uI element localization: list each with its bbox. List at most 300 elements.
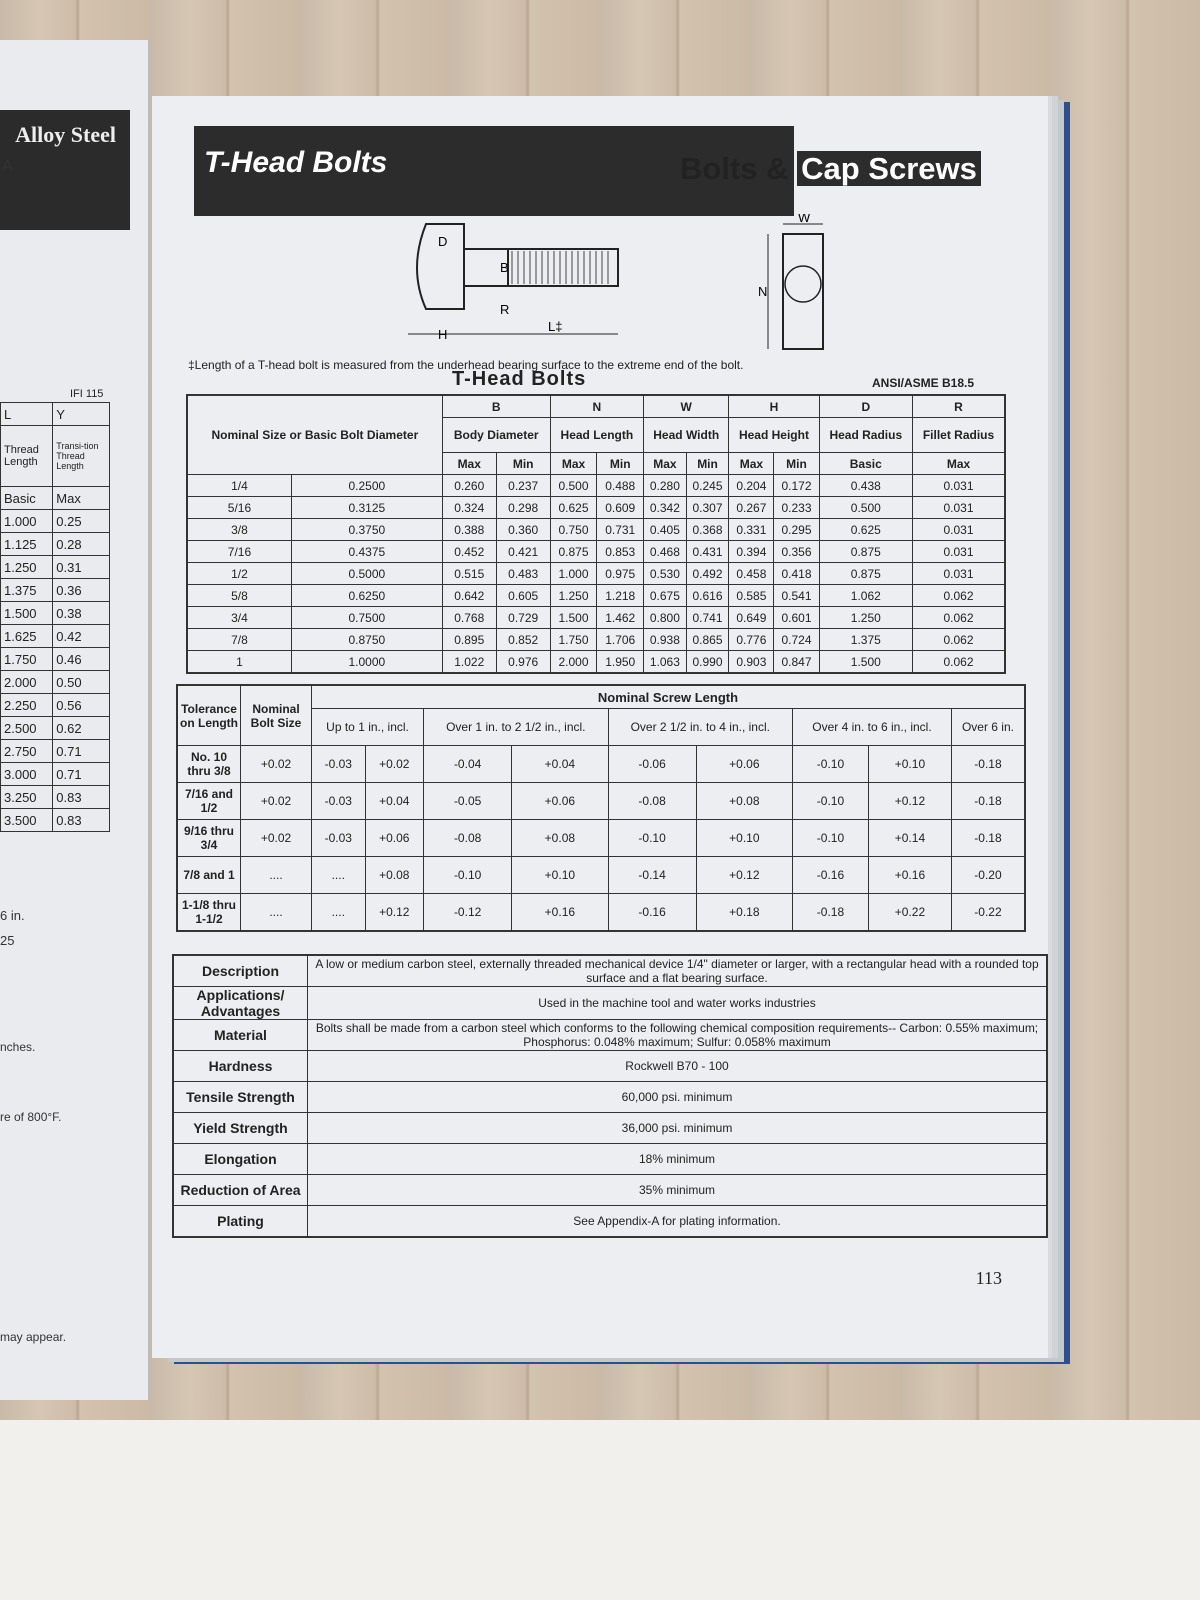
tolerance-cell: +0.12 <box>365 894 424 932</box>
table-cell: 0.031 <box>913 497 1006 519</box>
table-title: T-Head Bolts <box>452 368 587 390</box>
left-extra-1: 6 in. <box>0 908 25 923</box>
tolerance-cell: .... <box>312 857 366 894</box>
diagram-label-w: W <box>798 214 811 225</box>
table-cell: 0.7500 <box>291 607 442 629</box>
table-cell: 0.452 <box>442 541 496 563</box>
property-label: Tensile Strength <box>173 1082 308 1113</box>
tolerance-cell: .... <box>241 894 312 932</box>
left-table-cell: 0.56 <box>53 694 110 717</box>
tolerance-cell: +0.16 <box>868 857 951 894</box>
nominal-fraction-cell: 5/8 <box>187 585 291 607</box>
property-label: Description <box>173 955 308 987</box>
letter-r: R <box>913 395 1006 418</box>
nominal-fraction-cell: 1 <box>187 651 291 674</box>
tolerance-rows <box>177 746 1025 932</box>
category-title-b: Cap Screws <box>797 151 981 186</box>
tolerance-cell: -0.06 <box>608 746 696 783</box>
property-value: Used in the machine tool and water works industries <box>308 987 1048 1020</box>
property-label: Material <box>173 1020 308 1051</box>
table-cell: 0.324 <box>442 497 496 519</box>
subheader-cell: Min <box>774 453 819 475</box>
left-table-cell: 0.38 <box>53 602 110 625</box>
tolerance-cell: -0.08 <box>608 783 696 820</box>
letter-n: N <box>550 395 643 418</box>
table-cell: 0.280 <box>644 475 687 497</box>
table-cell: 0.488 <box>597 475 644 497</box>
table-cell: 1.000 <box>550 563 597 585</box>
property-label: Plating <box>173 1206 308 1238</box>
left-table-cell: 3.000 <box>1 763 53 786</box>
tolerance-row <box>177 857 1025 894</box>
property-row <box>173 1020 1047 1051</box>
table-cell: 0.515 <box>442 563 496 585</box>
property-row <box>173 1082 1047 1113</box>
tolerance-cell: +0.04 <box>512 746 608 783</box>
tolerance-cell: +0.02 <box>241 746 312 783</box>
left-table-rows <box>1 510 110 832</box>
left-col-l: L <box>1 403 53 426</box>
table-cell: 1.375 <box>819 629 912 651</box>
left-page-table <box>0 402 110 832</box>
left-extra-2: 25 <box>0 933 15 948</box>
table-cell: 0.975 <box>597 563 644 585</box>
table-cell: 1.0000 <box>291 651 442 674</box>
tolerance-cell: +0.02 <box>365 746 424 783</box>
bolt-size-header: Nominal Bolt Size <box>241 685 312 746</box>
category-title <box>680 151 981 187</box>
table-cell: 0.768 <box>442 607 496 629</box>
left-table-row <box>1 602 110 625</box>
table-cell: 2.000 <box>550 651 597 674</box>
tolerance-cell: -0.18 <box>951 746 1025 783</box>
table-cell: 0.360 <box>496 519 550 541</box>
subheader-cell: Max <box>913 453 1006 475</box>
subheader-cell: Min <box>686 453 729 475</box>
length-range-header: Over 6 in. <box>951 709 1025 746</box>
table-cell: 0.031 <box>913 541 1006 563</box>
left-table-cell: 1.375 <box>1 579 53 602</box>
left-table-cell: 0.62 <box>53 717 110 740</box>
table-cell: 0.729 <box>496 607 550 629</box>
table-cell: 1.218 <box>597 585 644 607</box>
table-cell: 1.500 <box>550 607 597 629</box>
left-row-basic: Basic <box>1 487 53 510</box>
section-title: T-Head Bolts <box>204 146 388 179</box>
tolerance-cell: -0.18 <box>951 820 1025 857</box>
table-row <box>187 497 1005 519</box>
property-value: See Appendix-A for plating information. <box>308 1206 1048 1238</box>
tolerance-row <box>177 783 1025 820</box>
left-col-y: Y <box>53 403 110 426</box>
table-cell: 0.875 <box>819 541 912 563</box>
table-cell: 0.731 <box>597 519 644 541</box>
subheader-cell: Min <box>597 453 644 475</box>
table-cell: 0.062 <box>913 651 1006 674</box>
left-table-cell: 0.31 <box>53 556 110 579</box>
table-cell: 1.062 <box>819 585 912 607</box>
property-row <box>173 1144 1047 1175</box>
tolerance-cell: -0.20 <box>951 857 1025 894</box>
table-cell: 0.2500 <box>291 475 442 497</box>
left-row-max: Max <box>53 487 110 510</box>
left-table-row <box>1 763 110 786</box>
left-table-row <box>1 717 110 740</box>
table-cell: 1.063 <box>644 651 687 674</box>
dimensions-rows <box>187 475 1005 674</box>
table-cell: 0.233 <box>774 497 819 519</box>
left-note-3: may appear. <box>0 1330 67 1344</box>
table-standard: ANSI/ASME B18.5 <box>872 376 975 390</box>
table-row <box>187 629 1005 651</box>
property-label: Hardness <box>173 1051 308 1082</box>
table-cell: 0.062 <box>913 585 1006 607</box>
left-table-cell: 2.750 <box>1 740 53 763</box>
nominal-fraction-cell: 1/4 <box>187 475 291 497</box>
tolerance-cell: -0.10 <box>793 820 869 857</box>
left-table-row <box>1 533 110 556</box>
tolerance-cell: +0.14 <box>868 820 951 857</box>
letter-h: H <box>729 395 819 418</box>
table-cell: 0.245 <box>686 475 729 497</box>
table-cell: 0.601 <box>774 607 819 629</box>
nominal-fraction-cell: 7/16 <box>187 541 291 563</box>
table-cell: 0.585 <box>729 585 774 607</box>
table-cell: 0.388 <box>442 519 496 541</box>
table-cell: 0.800 <box>644 607 687 629</box>
category-title-a: Bolts & <box>680 151 789 186</box>
left-table-row <box>1 579 110 602</box>
table-cell: 0.368 <box>686 519 729 541</box>
bolt-size-cell: No. 10 thru 3/8 <box>177 746 241 783</box>
table-cell: 0.8750 <box>291 629 442 651</box>
left-table-cell: 0.50 <box>53 671 110 694</box>
left-table-row <box>1 809 110 832</box>
diagram-label-n: N <box>758 284 768 299</box>
property-row <box>173 1206 1047 1238</box>
left-table-cell: 0.71 <box>53 740 110 763</box>
left-table-cell: 2.250 <box>1 694 53 717</box>
length-range-header: Up to 1 in., incl. <box>312 709 424 746</box>
left-table-cell: 1.250 <box>1 556 53 579</box>
tolerance-cell: -0.16 <box>608 894 696 932</box>
nominal-fraction-cell: 1/2 <box>187 563 291 585</box>
diagram-label-l: L‡ <box>548 319 563 334</box>
tolerance-row <box>177 820 1025 857</box>
tolerance-cell: -0.10 <box>424 857 512 894</box>
table-cell: 0.3750 <box>291 519 442 541</box>
bolt-size-cell: 9/16 thru 3/4 <box>177 820 241 857</box>
left-table-cell: 2.500 <box>1 717 53 740</box>
table-cell: 0.642 <box>442 585 496 607</box>
diagram-label-d: D <box>438 234 448 249</box>
table-cell: 0.307 <box>686 497 729 519</box>
left-table-row <box>1 671 110 694</box>
table-cell: 0.483 <box>496 563 550 585</box>
subheader-cell: Min <box>496 453 550 475</box>
page-number: 113 <box>975 1268 1002 1288</box>
tolerance-cell: +0.16 <box>512 894 608 932</box>
table-cell: 0.675 <box>644 585 687 607</box>
table-cell: 0.903 <box>729 651 774 674</box>
subheader-cell: Basic <box>819 453 912 475</box>
left-col-transition: Transi-tion Thread Length <box>53 426 110 487</box>
table-cell: 0.541 <box>774 585 819 607</box>
left-table-row <box>1 694 110 717</box>
group-head-height: Head Height <box>729 418 819 453</box>
tolerance-cell: +0.06 <box>696 746 792 783</box>
tolerance-cell: +0.12 <box>868 783 951 820</box>
letter-b: B <box>442 395 550 418</box>
group-head-radius: Head Radius <box>819 418 912 453</box>
left-table-cell: 1.000 <box>1 510 53 533</box>
property-label: Yield Strength <box>173 1113 308 1144</box>
table-cell: 0.852 <box>496 629 550 651</box>
tolerance-cell: -0.22 <box>951 894 1025 932</box>
left-page-label-a: A <box>2 158 13 175</box>
table-cell: 0.990 <box>686 651 729 674</box>
property-value: Bolts shall be made from a carbon steel which conforms to the following chemical composition requirements-- Carbon: 0.55% maximum; Phosphorus: 0.048% maximum; Sulfur: 0.058% maximum <box>308 1020 1048 1051</box>
tolerance-cell: +0.02 <box>241 820 312 857</box>
subheader-cell: Max <box>442 453 496 475</box>
properties-table <box>172 954 1048 1238</box>
tolerance-cell: +0.22 <box>868 894 951 932</box>
tolerance-cell: -0.12 <box>424 894 512 932</box>
letter-d: D <box>819 395 912 418</box>
left-table-row <box>1 740 110 763</box>
table-cell: 0.865 <box>686 629 729 651</box>
tolerance-cell: +0.08 <box>512 820 608 857</box>
left-table-cell: 1.750 <box>1 648 53 671</box>
table-cell: 0.3125 <box>291 497 442 519</box>
tolerance-cell: -0.10 <box>793 783 869 820</box>
tolerance-cell: -0.16 <box>793 857 869 894</box>
tolerance-cell: -0.14 <box>608 857 696 894</box>
property-label: Elongation <box>173 1144 308 1175</box>
left-note-2: re of 800°F. <box>0 1110 62 1124</box>
group-body-diameter: Body Diameter <box>442 418 550 453</box>
group-head-length: Head Length <box>550 418 643 453</box>
left-table-tag: IFI 115 <box>70 388 104 400</box>
property-value: 60,000 psi. minimum <box>308 1082 1048 1113</box>
table-cell: 0.500 <box>819 497 912 519</box>
letter-w: W <box>644 395 729 418</box>
left-table-row <box>1 510 110 533</box>
table-cell: 0.605 <box>496 585 550 607</box>
property-row <box>173 1113 1047 1144</box>
table-cell: 1.950 <box>597 651 644 674</box>
table-cell: 0.530 <box>644 563 687 585</box>
table-cell: 0.875 <box>550 541 597 563</box>
left-page <box>0 40 150 1400</box>
table-cell: 0.724 <box>774 629 819 651</box>
left-table-cell: 0.83 <box>53 809 110 832</box>
left-table-cell: 0.25 <box>53 510 110 533</box>
table-cell: 0.938 <box>644 629 687 651</box>
tolerance-cell: -0.04 <box>424 746 512 783</box>
left-table-cell: 0.83 <box>53 786 110 809</box>
table-row <box>187 519 1005 541</box>
table-cell: 0.609 <box>597 497 644 519</box>
property-value: 18% minimum <box>308 1144 1048 1175</box>
table-cell: 0.342 <box>644 497 687 519</box>
table-cell: 0.431 <box>686 541 729 563</box>
tolerance-cell: -0.05 <box>424 783 512 820</box>
floor-background <box>0 1420 1200 1600</box>
footnote: ‡Length of a T-head bolt is measured from the underhead bearing surface to the extreme end of the bolt. <box>188 358 744 372</box>
left-table-cell: 1.625 <box>1 625 53 648</box>
table-cell: 0.204 <box>729 475 774 497</box>
table-row <box>187 563 1005 585</box>
table-cell: 0.776 <box>729 629 774 651</box>
table-cell: 0.394 <box>729 541 774 563</box>
left-table-cell: 3.500 <box>1 809 53 832</box>
left-page-header-text: Alloy Steel <box>15 122 116 147</box>
table-row <box>187 607 1005 629</box>
table-cell: 0.5000 <box>291 563 442 585</box>
table-cell: 0.468 <box>644 541 687 563</box>
nominal-fraction-cell: 3/4 <box>187 607 291 629</box>
nominal-fraction-cell: 3/8 <box>187 519 291 541</box>
table-cell: 0.847 <box>774 651 819 674</box>
table-cell: 0.295 <box>774 519 819 541</box>
length-range-header: Over 2 1/2 in. to 4 in., incl. <box>608 709 792 746</box>
left-table-cell: 1.125 <box>1 533 53 556</box>
left-table-cell: 0.71 <box>53 763 110 786</box>
bolt-size-cell: 7/8 and 1 <box>177 857 241 894</box>
property-value: Rockwell B70 - 100 <box>308 1051 1048 1082</box>
tolerance-cell: -0.08 <box>424 820 512 857</box>
table-cell: 0.895 <box>442 629 496 651</box>
table-row <box>187 585 1005 607</box>
tolerance-cell: +0.10 <box>696 820 792 857</box>
table-cell: 1.706 <box>597 629 644 651</box>
table-cell: 0.6250 <box>291 585 442 607</box>
nominal-fraction-cell: 5/16 <box>187 497 291 519</box>
tolerance-cell: -0.10 <box>608 820 696 857</box>
tolerance-cell: -0.03 <box>312 783 366 820</box>
table-cell: 0.875 <box>819 563 912 585</box>
table-row <box>187 475 1005 497</box>
left-col-thread: Thread Length <box>1 426 53 487</box>
left-table-row <box>1 556 110 579</box>
table-cell: 1.022 <box>442 651 496 674</box>
tolerance-cell: -0.03 <box>312 746 366 783</box>
subheader-cell: Max <box>550 453 597 475</box>
table-cell: 0.500 <box>550 475 597 497</box>
left-table-cell: 0.42 <box>53 625 110 648</box>
table-cell: 0.976 <box>496 651 550 674</box>
left-table-row <box>1 625 110 648</box>
dimensions-table <box>186 394 1006 674</box>
table-cell: 1.462 <box>597 607 644 629</box>
left-table-cell: 0.36 <box>53 579 110 602</box>
table-cell: 0.458 <box>729 563 774 585</box>
table-cell: 0.438 <box>819 475 912 497</box>
tolerance-cell: -0.18 <box>793 894 869 932</box>
table-cell: 0.750 <box>550 519 597 541</box>
left-table-row <box>1 786 110 809</box>
left-table-cell: 1.500 <box>1 602 53 625</box>
left-table-row <box>1 648 110 671</box>
table-cell: 0.298 <box>496 497 550 519</box>
table-cell: 1.250 <box>819 607 912 629</box>
table-cell: 0.031 <box>913 475 1006 497</box>
property-value: 35% minimum <box>308 1175 1048 1206</box>
table-row <box>187 651 1005 674</box>
properties-rows <box>173 955 1047 1237</box>
nominal-size-header: Nominal Size or Basic Bolt Diameter <box>187 395 442 475</box>
left-page-header <box>0 110 130 230</box>
tolerance-cell: +0.10 <box>868 746 951 783</box>
nominal-fraction-cell: 7/8 <box>187 629 291 651</box>
bolt-size-cell: 1-1/8 thru 1-1/2 <box>177 894 241 932</box>
length-range-header: Over 1 in. to 2 1/2 in., incl. <box>424 709 608 746</box>
table-cell: 0.237 <box>496 475 550 497</box>
tolerance-cell: +0.04 <box>365 783 424 820</box>
property-row <box>173 1175 1047 1206</box>
right-page <box>152 96 1048 1358</box>
property-row <box>173 955 1047 987</box>
table-cell: 1.750 <box>550 629 597 651</box>
property-value: 36,000 psi. minimum <box>308 1113 1048 1144</box>
table-cell: 0.625 <box>819 519 912 541</box>
table-cell: 0.331 <box>729 519 774 541</box>
tolerance-cell: +0.18 <box>696 894 792 932</box>
group-head-width: Head Width <box>644 418 729 453</box>
length-range-header: Over 4 in. to 6 in., incl. <box>793 709 952 746</box>
left-table-cell: 3.250 <box>1 786 53 809</box>
property-value: A low or medium carbon steel, externally threaded mechanical device 1/4" diameter or larger, with a rectangular head with a rounded top surface and a flat bearing surface. <box>308 955 1048 987</box>
table-cell: 1.250 <box>550 585 597 607</box>
table-cell: 0.616 <box>686 585 729 607</box>
tolerance-cell: +0.02 <box>241 783 312 820</box>
diagram-label-b: B <box>500 260 509 275</box>
tolerance-cell: +0.10 <box>512 857 608 894</box>
tolerance-cell: .... <box>241 857 312 894</box>
tolerance-side-label: Tolerance on Length <box>177 685 241 746</box>
left-table-cell: 0.28 <box>53 533 110 556</box>
table-cell: 0.4375 <box>291 541 442 563</box>
table-cell: 0.356 <box>774 541 819 563</box>
bolt-size-cell: 7/16 and 1/2 <box>177 783 241 820</box>
table-cell: 0.649 <box>729 607 774 629</box>
subheader-cell: Max <box>729 453 774 475</box>
tolerance-cell: -0.03 <box>312 820 366 857</box>
tolerance-row <box>177 894 1025 932</box>
tolerance-cell: +0.12 <box>696 857 792 894</box>
table-cell: 1.500 <box>819 651 912 674</box>
property-row <box>173 1051 1047 1082</box>
left-note-1: nches. <box>0 1040 36 1054</box>
table-cell: 0.418 <box>774 563 819 585</box>
table-cell: 0.062 <box>913 607 1006 629</box>
table-cell: 0.031 <box>913 563 1006 585</box>
subheader-cell: Max <box>644 453 687 475</box>
table-cell: 0.492 <box>686 563 729 585</box>
tolerance-cell: -0.18 <box>951 783 1025 820</box>
tolerance-cell: +0.06 <box>512 783 608 820</box>
table-cell: 0.405 <box>644 519 687 541</box>
table-cell: 0.741 <box>686 607 729 629</box>
left-table-cell: 2.000 <box>1 671 53 694</box>
table-row <box>187 541 1005 563</box>
tolerance-cell: +0.08 <box>696 783 792 820</box>
bolt-diagram <box>408 214 878 364</box>
table-cell: 0.260 <box>442 475 496 497</box>
left-table-cell: 0.46 <box>53 648 110 671</box>
tolerance-row <box>177 746 1025 783</box>
